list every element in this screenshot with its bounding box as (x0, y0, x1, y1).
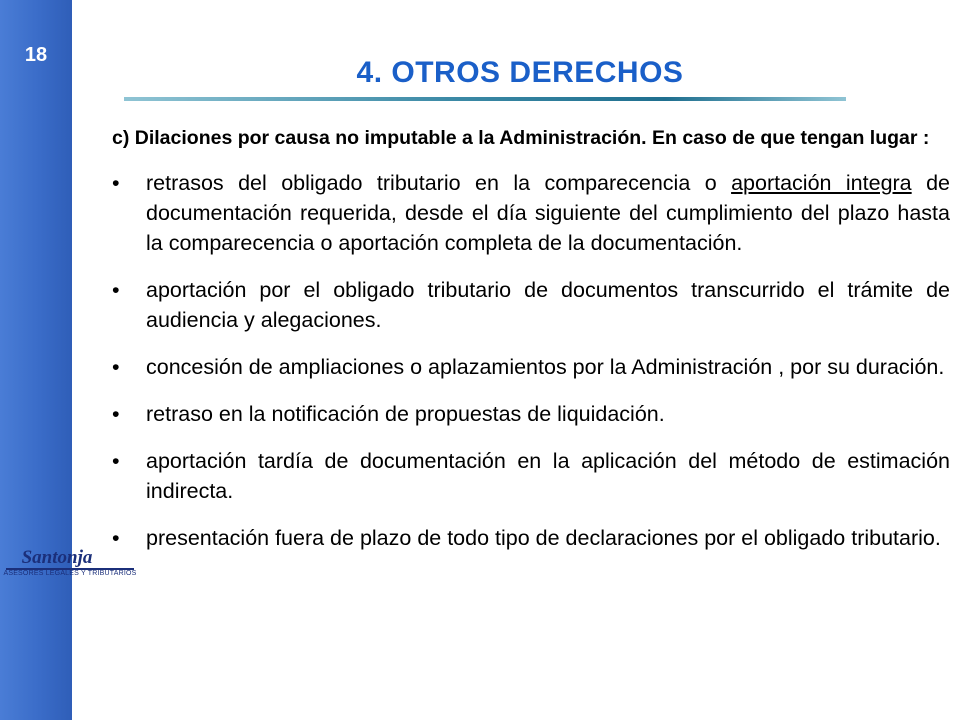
bullet-text: presentación fuera de plazo de todo tipo de declaraciones por el obligado tributario. (146, 526, 941, 550)
page-title: 4. OTROS DERECHOS (356, 56, 684, 89)
bullet-underlined-text: aportación integra (731, 171, 912, 195)
slide-content (112, 124, 950, 570)
bullet-item (112, 446, 950, 506)
bullet-icon: • (112, 355, 120, 379)
sidebar-band (0, 0, 72, 720)
bullet-icon: • (112, 449, 120, 473)
bullet-item (112, 352, 950, 382)
bullet-text: aportación tardía de documentación en la aplicación del método de estimación indirecta. (146, 449, 950, 503)
bullet-icon: • (112, 171, 120, 195)
title-underline-rule (124, 97, 846, 101)
bullet-item (112, 275, 950, 335)
slide-number: 18 (24, 44, 48, 66)
bullet-item (112, 399, 950, 429)
bullet-text: de documentación requerida, desde el día siguiente del cumplimiento del plazo hasta la comparecencia o aportación completa de la documentación. (146, 171, 950, 255)
bullet-icon: • (112, 278, 120, 302)
bullet-item (112, 168, 950, 258)
bullet-text: concesión de ampliaciones o aplazamientos por la Administración , por su duración. (146, 355, 945, 379)
bullet-item (112, 523, 950, 553)
bullet-text: retraso en la notificación de propuestas de liquidación. (146, 402, 665, 426)
bullet-list (112, 168, 950, 553)
bullet-icon: • (112, 402, 120, 426)
bullet-text: retrasos del obligado tributario en la comparecencia o (146, 171, 732, 195)
logo-tagline: ASESORES LEGALES Y TRIBUTARIOS (3, 570, 137, 577)
logo-name: Santonja (21, 547, 93, 568)
section-intro: c) Dilaciones por causa no imputable a la Administración. En caso de que tengan lugar : (112, 127, 930, 149)
bullet-icon: • (112, 526, 120, 550)
bullet-text: aportación por el obligado tributario de documentos transcurrido el trámite de audiencia y alegaciones. (146, 278, 950, 332)
